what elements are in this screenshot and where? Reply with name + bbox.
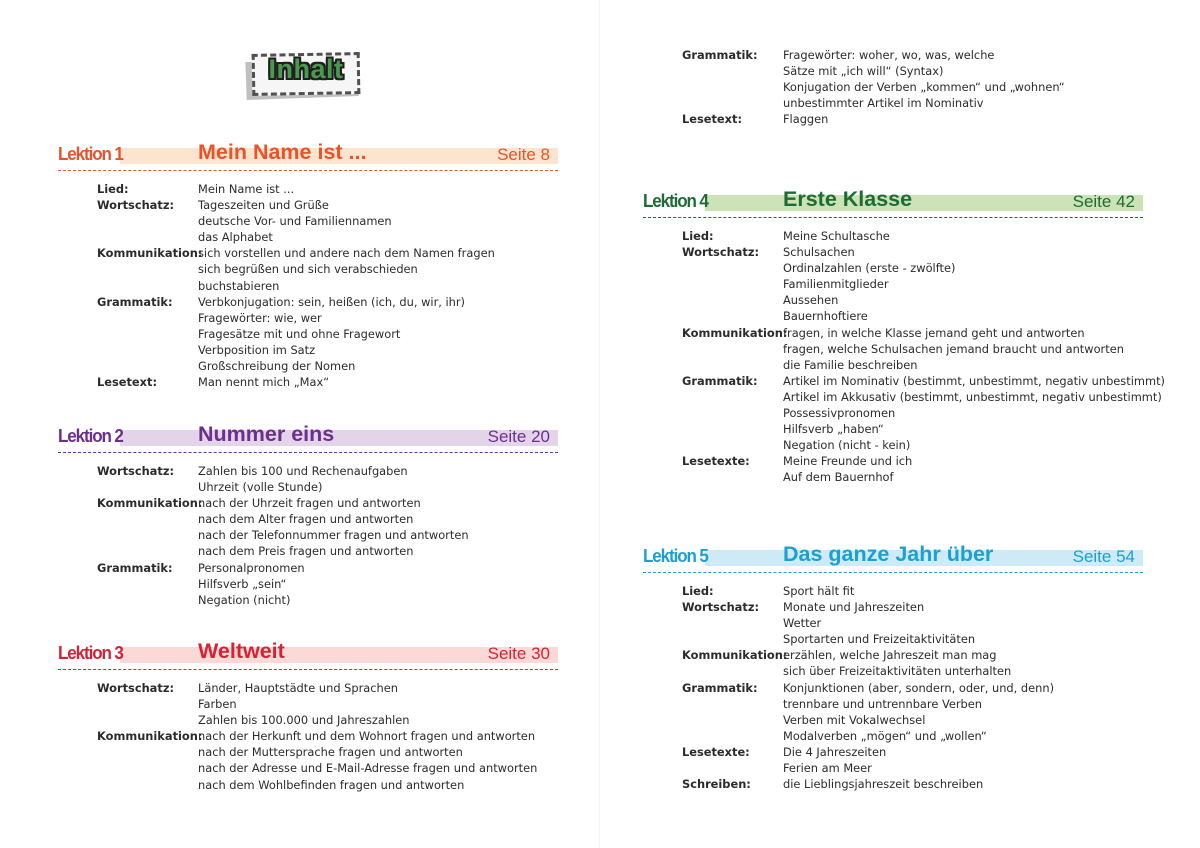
topic-item: Possessivpronomen [783, 406, 896, 421]
lesson-dashed-rule [58, 452, 558, 453]
topic-item: Familienmitglieder [783, 277, 889, 292]
lesson-title: Weltweit [198, 639, 285, 663]
row-items [783, 453, 912, 485]
lesson-page-ref: Seite 20 [487, 427, 550, 446]
topic-item: Ferien am Meer [783, 761, 872, 776]
row-items [198, 728, 537, 792]
row-label: Lesetext: [682, 112, 743, 127]
toc-row [682, 599, 1143, 647]
row-label: Kommunikation: [682, 325, 788, 340]
topic-item: Artikel im Akkusativ (bestimmt, unbestimmt, negativ unbestimmt) [783, 389, 1162, 404]
topic-item: Konjunktionen (aber, sondern, oder, und, denn) [783, 680, 1055, 695]
row-items [783, 776, 983, 792]
row-items [198, 374, 329, 390]
row-label: Kommunikation: [682, 648, 788, 663]
topic-item: unbestimmter Artikel im Nominativ [783, 96, 984, 111]
row-items [783, 373, 1165, 453]
toc-row [97, 680, 558, 728]
toc-row [682, 453, 1143, 485]
lesson-dashed-rule [643, 217, 1143, 218]
toc-row [682, 776, 1143, 792]
toc-row [682, 111, 1143, 127]
lesson-dashed-rule [58, 669, 558, 670]
row-label: Wortschatz: [97, 681, 175, 695]
toc-row [97, 560, 558, 608]
lesson-3-continued-rows [643, 47, 1143, 127]
topic-item: nach dem Wohlbefinden fragen und antworten [198, 777, 465, 792]
toc-row [682, 244, 1143, 324]
row-label: Wortschatz: [682, 245, 760, 260]
toc-row [682, 228, 1143, 244]
row-items [783, 583, 854, 599]
topic-item: Zahlen bis 100.000 und Jahreszahlen [198, 713, 410, 728]
toc-row [682, 647, 1143, 679]
lesson-number: Lektion 5 [643, 545, 708, 566]
topic-item: nach der Herkunft und dem Wohnort fragen und antworten [198, 729, 536, 744]
topic-item: buchstabieren [198, 278, 280, 293]
row-label: Grammatik: [682, 680, 758, 695]
lesson-title: Mein Name ist ... [198, 140, 367, 164]
topic-item: Die 4 Jahreszeiten [783, 744, 887, 759]
row-items [198, 197, 392, 245]
row-label: Kommunikation: [97, 729, 203, 744]
topic-item: Auf dem Bauernhof [783, 470, 894, 485]
topic-item: Aussehen [783, 293, 839, 308]
row-items [783, 744, 886, 776]
lesson-topics [58, 463, 558, 608]
lesson-page-ref: Seite 42 [1072, 192, 1135, 211]
lesson-topics [58, 181, 558, 390]
topic-item: Fragewörter: woher, wo, was, welche [783, 48, 995, 62]
topic-item: Wetter [783, 616, 822, 631]
lesson-number: Lektion 4 [643, 190, 708, 211]
topic-item: Negation (nicht - kein) [783, 438, 911, 453]
topic-item: nach dem Alter fragen und antworten [198, 512, 414, 527]
topic-item: Tageszeiten und Grüße [198, 198, 329, 213]
lesson-number: Lektion 1 [58, 143, 123, 164]
row-label: Grammatik: [682, 373, 758, 388]
row-items [783, 599, 975, 647]
lesson-title: Nummer eins [198, 422, 335, 446]
toc-row [97, 374, 558, 390]
row-items [198, 181, 294, 197]
row-items [198, 245, 495, 293]
topic-item: Sätze mit „ich will“ (Syntax) [783, 64, 944, 79]
topic-item: Großschreibung der Nomen [198, 359, 356, 374]
topic-item: Fragewörter: wie, wer [198, 310, 322, 325]
toc-row [97, 728, 558, 792]
lesson-2-section [58, 422, 558, 608]
toc-row [682, 680, 1143, 744]
contents-title-badge [246, 50, 364, 100]
topic-item: sich über Freizeitaktivitäten unterhalten [783, 664, 1012, 679]
row-label: Grammatik: [97, 560, 173, 575]
toc-row [682, 373, 1165, 453]
toc-row [97, 245, 558, 293]
lesson-topics [643, 228, 1165, 486]
topic-item: Modalverben „mögen“ und „wollen“ [783, 728, 987, 743]
row-items [783, 47, 1065, 111]
row-items [198, 495, 469, 559]
topic-item: fragen, welche Schulsachen jemand braucht und antworten [783, 341, 1124, 356]
topic-item: Flaggen [783, 112, 829, 127]
toc-row [97, 197, 558, 245]
row-label: Schreiben: [682, 777, 751, 792]
topic-item: Farben [198, 697, 237, 712]
lesson-number: Lektion 2 [58, 425, 123, 446]
row-label: Kommunikation: [97, 496, 203, 511]
topic-item: Uhrzeit (volle Stunde) [198, 480, 323, 495]
topic-item: Bauernhoftiere [783, 309, 868, 324]
lesson-header [643, 187, 1143, 216]
topic-item: Länder, Hauptstädte und Sprachen [198, 681, 398, 695]
lesson-4-section [643, 187, 1165, 486]
topic-item: Meine Freunde und ich [783, 454, 913, 469]
row-items [198, 560, 305, 608]
row-items [783, 228, 890, 244]
row-items [783, 325, 1124, 373]
topic-item: Meine Schultasche [783, 229, 890, 243]
lesson-topics [58, 680, 558, 793]
topic-item: sich begrüßen und sich verabschieden [198, 262, 418, 277]
page-gutter [599, 0, 600, 848]
topic-item: Konjugation der Verben „kommen“ und „wohnen“ [783, 80, 1065, 95]
row-label: Lesetexte: [682, 744, 750, 759]
toc-row [682, 583, 1143, 599]
lesson-dashed-rule [58, 170, 558, 171]
lesson-topics [643, 583, 1143, 792]
topic-item: nach der Adresse und E-Mail-Adresse fragen und antworten [198, 761, 538, 776]
row-items [198, 463, 408, 495]
row-label: Wortschatz: [97, 198, 175, 213]
topic-item: Verben mit Vokalwechsel [783, 712, 926, 727]
topic-item: Negation (nicht) [198, 592, 291, 607]
toc-row [682, 325, 1143, 373]
lesson-number: Lektion 3 [58, 642, 123, 663]
row-label: Kommunikation: [97, 246, 203, 261]
toc-row [97, 463, 558, 495]
row-items [198, 294, 465, 374]
lesson-title: Erste Klasse [783, 187, 913, 211]
page-title: Inhalt [268, 54, 344, 84]
row-label: Grammatik: [97, 294, 173, 309]
toc-row [97, 294, 558, 374]
topic-item: Verbposition im Satz [198, 342, 316, 357]
topic-item: Artikel im Nominativ (bestimmt, unbestimmt, negativ unbestimmt) [783, 373, 1165, 388]
topic-item: Ordinalzahlen (erste - zwölfte) [783, 261, 956, 276]
lesson-header [58, 639, 558, 668]
topic-item: Sportarten und Freizeitaktivitäten [783, 632, 976, 647]
topic-item: Fragesätze mit und ohne Fragewort [198, 326, 401, 341]
lesson-5-section [643, 542, 1143, 792]
topic-item: Mein Name ist ... [198, 182, 295, 196]
row-label: Wortschatz: [97, 464, 175, 478]
topic-item: Hilfsverb „sein“ [198, 576, 287, 591]
row-label: Lesetext: [97, 375, 158, 390]
topic-item: sich vorstellen und andere nach dem Namen fragen [198, 246, 495, 261]
topic-item: nach der Muttersprache fragen und antworten [198, 745, 463, 760]
lesson-1-section [58, 140, 558, 390]
toc-row [97, 495, 558, 559]
topic-item: die Lieblingsjahreszeit beschreiben [783, 777, 984, 792]
lesson-3-continued [643, 47, 1143, 127]
topic-item: Hilfsverb „haben“ [783, 422, 884, 437]
row-items [783, 244, 955, 324]
lesson-3-section [58, 639, 558, 793]
topic-item: trennbare und untrennbare Verben [783, 696, 983, 711]
row-label: Lied: [682, 584, 714, 598]
topic-item: deutsche Vor- und Familiennamen [198, 214, 392, 229]
toc-row [682, 47, 1143, 111]
topic-item: Verbkonjugation: sein, heißen (ich, du, wir, ihr) [198, 294, 466, 309]
topic-item: die Familie beschreiben [783, 357, 918, 372]
topic-item: Monate und Jahreszeiten [783, 600, 925, 615]
lesson-header [643, 542, 1143, 571]
lesson-header [58, 140, 558, 169]
topic-item: Sport hält fit [783, 584, 855, 598]
topic-item: Personalpronomen [198, 560, 305, 575]
toc-row [97, 181, 558, 197]
lesson-dashed-rule [643, 572, 1143, 573]
topic-item: nach der Uhrzeit fragen und antworten [198, 496, 421, 511]
row-label: Lied: [682, 229, 714, 243]
lesson-page-ref: Seite 54 [1072, 547, 1135, 566]
topic-item: Zahlen bis 100 und Rechenaufgaben [198, 464, 408, 478]
row-label: Grammatik: [682, 48, 758, 62]
topic-item: Man nennt mich „Max“ [198, 375, 330, 390]
row-items [198, 680, 409, 728]
lesson-title: Das ganze Jahr über [783, 542, 994, 566]
topic-item: das Alphabet [198, 230, 273, 245]
row-items [783, 111, 828, 127]
row-label: Lied: [97, 182, 129, 196]
row-label: Lesetexte: [682, 454, 750, 469]
lesson-header [58, 422, 558, 451]
toc-row [682, 744, 1143, 776]
row-items [783, 647, 1011, 679]
row-items [783, 680, 1054, 744]
lesson-page-ref: Seite 8 [497, 145, 550, 164]
topic-item: Schulsachen [783, 245, 855, 260]
topic-item: erzählen, welche Jahreszeit man mag [783, 648, 997, 663]
topic-item: fragen, in welche Klasse jemand geht und antworten [783, 325, 1085, 340]
lesson-page-ref: Seite 30 [487, 644, 550, 663]
row-label: Wortschatz: [682, 600, 760, 615]
topic-item: nach der Telefonnummer fragen und antworten [198, 528, 469, 543]
topic-item: nach dem Preis fragen und antworten [198, 544, 414, 559]
